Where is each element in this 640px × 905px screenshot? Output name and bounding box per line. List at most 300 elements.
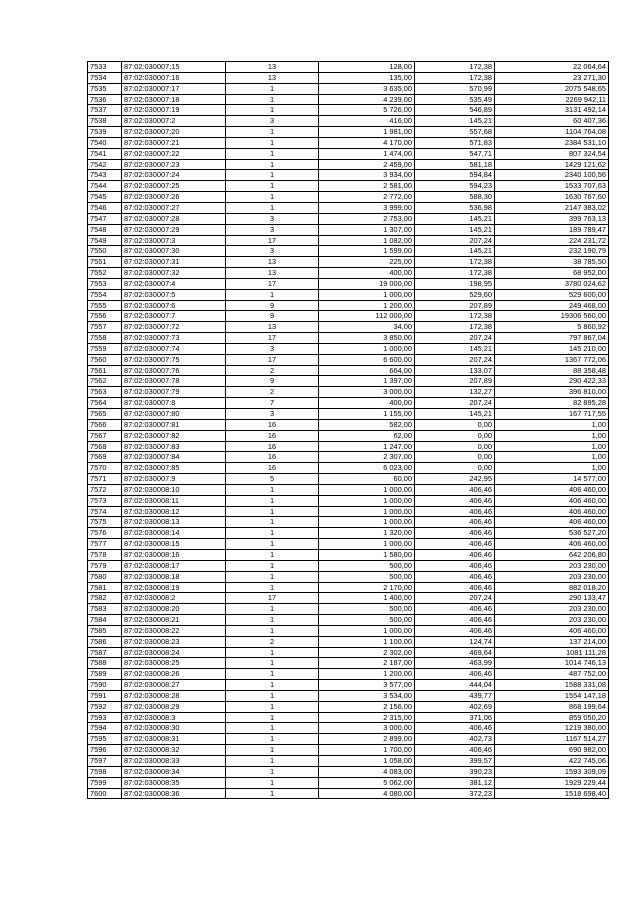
cadastral-value: 22 064,64 [495, 62, 609, 73]
cadastral-number: 87:02:030008:15 [122, 539, 226, 550]
cadastral-value: 189 789,47 [495, 224, 609, 235]
row-number: 7574 [88, 506, 122, 517]
table-row [88, 311, 609, 322]
cadastral-value: 68 952,00 [495, 268, 609, 279]
table-row [88, 376, 609, 387]
table-row [88, 116, 609, 127]
area-value: 1 000,00 [319, 495, 415, 506]
table-row [88, 777, 609, 788]
unit-rate-value: 371,06 [415, 712, 495, 723]
group-code: 1 [226, 528, 319, 539]
row-number: 7537 [88, 105, 122, 116]
row-number: 7560 [88, 354, 122, 365]
area-value: 500,00 [319, 571, 415, 582]
cadastral-value: 23 271,30 [495, 72, 609, 83]
row-number: 7569 [88, 452, 122, 463]
unit-rate-value: 0,00 [415, 441, 495, 452]
group-code: 17 [226, 278, 319, 289]
row-number: 7552 [88, 268, 122, 279]
unit-rate-value: 133,07 [415, 365, 495, 376]
table-row [88, 463, 609, 474]
group-code: 1 [226, 766, 319, 777]
table-row [88, 278, 609, 289]
cadastral-value: 1167 514,27 [495, 734, 609, 745]
table-row [88, 528, 609, 539]
row-number: 7535 [88, 83, 122, 94]
group-code: 16 [226, 441, 319, 452]
area-value: 1 155,00 [319, 409, 415, 420]
group-code: 1 [226, 777, 319, 788]
cadastral-number: 87:02:030007:18 [122, 94, 226, 105]
cadastral-value: 406 460,00 [495, 625, 609, 636]
cadastral-value: 1,00 [495, 441, 609, 452]
cadastral-number: 87:02:030008:13 [122, 517, 226, 528]
area-value: 2 772,00 [319, 192, 415, 203]
cadastral-value: 224 231,72 [495, 235, 609, 246]
area-value: 1 000,00 [319, 625, 415, 636]
cadastral-value: 406 460,00 [495, 495, 609, 506]
cadastral-number: 87:02:030007:72 [122, 322, 226, 333]
table-row [88, 333, 609, 344]
table-row [88, 723, 609, 734]
cadastral-value: 1,00 [495, 430, 609, 441]
unit-rate-value: 406,46 [415, 484, 495, 495]
row-number: 7584 [88, 615, 122, 626]
group-code: 1 [226, 137, 319, 148]
unit-rate-value: 207,89 [415, 376, 495, 387]
row-number: 7580 [88, 571, 122, 582]
cadastral-number: 87:02:030008:17 [122, 560, 226, 571]
unit-rate-value: 535,49 [415, 94, 495, 105]
cadastral-value: 1929 229,44 [495, 777, 609, 788]
group-code: 13 [226, 322, 319, 333]
unit-rate-value: 0,00 [415, 452, 495, 463]
table-row [88, 127, 609, 138]
unit-rate-value: 172,38 [415, 311, 495, 322]
row-number: 7545 [88, 192, 122, 203]
cadastral-number: 87:02:030008:12 [122, 506, 226, 517]
row-number: 7563 [88, 387, 122, 398]
area-value: 500,00 [319, 604, 415, 615]
table-row [88, 354, 609, 365]
group-code: 1 [226, 625, 319, 636]
cadastral-number: 87:02:030008:14 [122, 528, 226, 539]
area-value: 2 170,00 [319, 582, 415, 593]
row-number: 7579 [88, 560, 122, 571]
cadastral-number: 87:02:030007:81 [122, 419, 226, 430]
row-number: 7551 [88, 257, 122, 268]
table-row [88, 398, 609, 409]
row-number: 7599 [88, 777, 122, 788]
unit-rate-value: 145,21 [415, 224, 495, 235]
cadastral-number: 87:02:030007:17 [122, 83, 226, 94]
row-number: 7558 [88, 333, 122, 344]
row-number: 7555 [88, 300, 122, 311]
row-number: 7549 [88, 235, 122, 246]
area-value: 2 302,00 [319, 647, 415, 658]
cadastral-value: 1081 111,28 [495, 647, 609, 658]
cadastral-value: 882 018,20 [495, 582, 609, 593]
group-code: 1 [226, 539, 319, 550]
cadastral-number: 87:02:030007:7 [122, 311, 226, 322]
area-value: 4 239,00 [319, 94, 415, 105]
cadastral-number: 87:02:030007:76 [122, 365, 226, 376]
cadastral-number: 87:02:030008:2 [122, 593, 226, 604]
cadastral-value: 249 468,00 [495, 300, 609, 311]
group-code: 1 [226, 517, 319, 528]
cadastral-value: 422 745,06 [495, 756, 609, 767]
table-row [88, 246, 609, 257]
area-value: 664,00 [319, 365, 415, 376]
row-number: 7592 [88, 701, 122, 712]
cadastral-value: 1518 698,40 [495, 788, 609, 799]
cadastral-value: 396 810,00 [495, 387, 609, 398]
unit-rate-value: 439,77 [415, 690, 495, 701]
cadastral-number: 87:02:030007:29 [122, 224, 226, 235]
row-number: 7553 [88, 278, 122, 289]
cadastral-number: 87:02:030007:19 [122, 105, 226, 116]
cadastral-value: 2384 531,10 [495, 137, 609, 148]
group-code: 2 [226, 387, 319, 398]
cadastral-value: 1554 147,18 [495, 690, 609, 701]
group-code: 3 [226, 246, 319, 257]
unit-rate-value: 406,46 [415, 495, 495, 506]
row-number: 7598 [88, 766, 122, 777]
group-code: 1 [226, 647, 319, 658]
table-row [88, 72, 609, 83]
area-value: 4 083,00 [319, 766, 415, 777]
area-value: 1 000,00 [319, 289, 415, 300]
group-code: 16 [226, 430, 319, 441]
cadastral-value: 290 133,47 [495, 593, 609, 604]
table-row [88, 419, 609, 430]
cadastral-number: 87:02:030008:10 [122, 484, 226, 495]
group-code: 1 [226, 549, 319, 560]
cadastral-number: 87:02:030008:3 [122, 712, 226, 723]
group-code: 3 [226, 343, 319, 354]
group-code: 1 [226, 159, 319, 170]
table-row [88, 257, 609, 268]
table-row [88, 571, 609, 582]
cadastral-value: 797 867,04 [495, 333, 609, 344]
table-row [88, 669, 609, 680]
row-number: 7562 [88, 376, 122, 387]
unit-rate-value: 594,84 [415, 170, 495, 181]
row-number: 7547 [88, 213, 122, 224]
unit-rate-value: 406,46 [415, 723, 495, 734]
unit-rate-value: 172,38 [415, 72, 495, 83]
cadastral-number: 87:02:030008:20 [122, 604, 226, 615]
unit-rate-value: 124,74 [415, 636, 495, 647]
row-number: 7583 [88, 604, 122, 615]
cadastral-number: 87:02:030008:32 [122, 745, 226, 756]
table-row [88, 343, 609, 354]
cadastral-value: 1014 746,13 [495, 658, 609, 669]
unit-rate-value: 132,27 [415, 387, 495, 398]
area-value: 2 753,00 [319, 213, 415, 224]
cadastral-number: 87:02:030007:27 [122, 202, 226, 213]
unit-rate-value: 570,99 [415, 83, 495, 94]
row-number: 7544 [88, 181, 122, 192]
cadastral-number: 87:02:030007:74 [122, 343, 226, 354]
table-row [88, 680, 609, 691]
group-code: 1 [226, 712, 319, 723]
row-number: 7542 [88, 159, 122, 170]
cadastral-number: 87:02:030007:23 [122, 159, 226, 170]
cadastral-value: 232 190,79 [495, 246, 609, 257]
row-number: 7593 [88, 712, 122, 723]
table-row [88, 62, 609, 73]
cadastral-value: 1,00 [495, 463, 609, 474]
row-number: 7596 [88, 745, 122, 756]
cadastral-value: 203 230,00 [495, 615, 609, 626]
unit-rate-value: 198,95 [415, 278, 495, 289]
unit-rate-value: 242,95 [415, 474, 495, 485]
area-value: 3 635,00 [319, 83, 415, 94]
cadastral-number: 87:02:030008:16 [122, 549, 226, 560]
table-row [88, 582, 609, 593]
table-row [88, 181, 609, 192]
cadastral-value: 487 752,00 [495, 669, 609, 680]
cadastral-value: 529 600,00 [495, 289, 609, 300]
cadastral-value: 2269 942,11 [495, 94, 609, 105]
cadastral-number: 87:02:030007:30 [122, 246, 226, 257]
area-value: 62,00 [319, 430, 415, 441]
row-number: 7571 [88, 474, 122, 485]
table-row [88, 213, 609, 224]
area-value: 1 100,00 [319, 636, 415, 647]
cadastral-number: 87:02:030008:34 [122, 766, 226, 777]
area-value: 500,00 [319, 560, 415, 571]
area-value: 3 000,00 [319, 387, 415, 398]
cadastral-value: 1,00 [495, 419, 609, 430]
table-row [88, 105, 609, 116]
row-number: 7548 [88, 224, 122, 235]
cadastral-value: 807 324,54 [495, 148, 609, 159]
area-value: 2 899,00 [319, 734, 415, 745]
row-number: 7546 [88, 202, 122, 213]
unit-rate-value: 444,04 [415, 680, 495, 691]
row-number: 7561 [88, 365, 122, 376]
cadastral-value: 1219 380,00 [495, 723, 609, 734]
area-value: 1 058,00 [319, 756, 415, 767]
cadastral-value: 1367 772,06 [495, 354, 609, 365]
area-value: 3 000,00 [319, 723, 415, 734]
cadastral-value: 2147 383,02 [495, 202, 609, 213]
unit-rate-value: 145,21 [415, 343, 495, 354]
cadastral-number: 87:02:030007:28 [122, 213, 226, 224]
unit-rate-value: 406,46 [415, 625, 495, 636]
row-number: 7586 [88, 636, 122, 647]
table-row [88, 137, 609, 148]
table-row [88, 94, 609, 105]
area-value: 135,00 [319, 72, 415, 83]
area-value: 112 000,00 [319, 311, 415, 322]
row-number: 7566 [88, 419, 122, 430]
unit-rate-value: 145,21 [415, 246, 495, 257]
row-number: 7577 [88, 539, 122, 550]
unit-rate-value: 0,00 [415, 463, 495, 474]
area-value: 416,00 [319, 116, 415, 127]
row-number: 7600 [88, 788, 122, 799]
row-number: 7564 [88, 398, 122, 409]
unit-rate-value: 145,21 [415, 213, 495, 224]
cadastral-number: 87:02:030007:24 [122, 170, 226, 181]
group-code: 9 [226, 311, 319, 322]
group-code: 3 [226, 116, 319, 127]
row-number: 7594 [88, 723, 122, 734]
area-value: 1 307,00 [319, 224, 415, 235]
unit-rate-value: 172,38 [415, 257, 495, 268]
cadastral-number: 87:02:030008:24 [122, 647, 226, 658]
cadastral-number: 87:02:030007:32 [122, 268, 226, 279]
cadastral-number: 87:02:030007:31 [122, 257, 226, 268]
area-value: 400,00 [319, 268, 415, 279]
table-row [88, 430, 609, 441]
cadastral-number: 87:02:030007:83 [122, 441, 226, 452]
area-value: 3 934,00 [319, 170, 415, 181]
cadastral-value: 406 460,00 [495, 517, 609, 528]
area-value: 128,00 [319, 62, 415, 73]
row-number: 7582 [88, 593, 122, 604]
row-number: 7576 [88, 528, 122, 539]
cadastral-number: 87:02:030008:30 [122, 723, 226, 734]
table-row [88, 647, 609, 658]
group-code: 13 [226, 268, 319, 279]
area-value: 1 200,00 [319, 300, 415, 311]
row-number: 7540 [88, 137, 122, 148]
unit-rate-value: 172,38 [415, 322, 495, 333]
table-row [88, 159, 609, 170]
area-value: 1 082,00 [319, 235, 415, 246]
group-code: 1 [226, 571, 319, 582]
row-number: 7573 [88, 495, 122, 506]
table-row [88, 289, 609, 300]
table-row [88, 788, 609, 799]
row-number: 7567 [88, 430, 122, 441]
group-code: 17 [226, 235, 319, 246]
group-code: 3 [226, 409, 319, 420]
area-value: 3 850,00 [319, 333, 415, 344]
unit-rate-value: 0,00 [415, 419, 495, 430]
unit-rate-value: 536,98 [415, 202, 495, 213]
row-number: 7534 [88, 72, 122, 83]
area-value: 2 581,00 [319, 181, 415, 192]
cadastral-value: 14 577,00 [495, 474, 609, 485]
cadastral-value: 2075 548,65 [495, 83, 609, 94]
area-value: 1 397,00 [319, 376, 415, 387]
area-value: 5 726,00 [319, 105, 415, 116]
cadastral-number: 87:02:030007:80 [122, 409, 226, 420]
cadastral-value: 1429 121,62 [495, 159, 609, 170]
cadastral-value: 203 230,00 [495, 604, 609, 615]
table-row [88, 202, 609, 213]
area-value: 1 981,00 [319, 127, 415, 138]
cadastral-number: 87:02:030008:27 [122, 680, 226, 691]
group-code: 1 [226, 560, 319, 571]
cadastral-value: 203 230,00 [495, 560, 609, 571]
group-code: 16 [226, 463, 319, 474]
group-code: 1 [226, 181, 319, 192]
group-code: 1 [226, 723, 319, 734]
unit-rate-value: 406,46 [415, 571, 495, 582]
unit-rate-value: 406,46 [415, 560, 495, 571]
table-row [88, 734, 609, 745]
unit-rate-value: 372,23 [415, 788, 495, 799]
table-row [88, 148, 609, 159]
unit-rate-value: 529,60 [415, 289, 495, 300]
cadastral-number: 87:02:030007:5 [122, 289, 226, 300]
area-value: 1 599,00 [319, 246, 415, 257]
cadastral-value: 536 527,20 [495, 528, 609, 539]
cadastral-number: 87:02:030007:3 [122, 235, 226, 246]
group-code: 1 [226, 506, 319, 517]
unit-rate-value: 406,46 [415, 539, 495, 550]
cadastral-number: 87:02:030008:26 [122, 669, 226, 680]
area-value: 1 000,00 [319, 517, 415, 528]
cadastral-number: 87:02:030007:20 [122, 127, 226, 138]
unit-rate-value: 406,46 [415, 506, 495, 517]
group-code: 1 [226, 604, 319, 615]
group-code: 1 [226, 680, 319, 691]
group-code: 17 [226, 333, 319, 344]
group-code: 16 [226, 419, 319, 430]
row-number: 7557 [88, 322, 122, 333]
unit-rate-value: 145,21 [415, 409, 495, 420]
area-value: 1 000,00 [319, 484, 415, 495]
unit-rate-value: 406,46 [415, 745, 495, 756]
unit-rate-value: 207,24 [415, 398, 495, 409]
table-row [88, 365, 609, 376]
group-code: 1 [226, 788, 319, 799]
area-value: 4 170,00 [319, 137, 415, 148]
group-code: 1 [226, 289, 319, 300]
group-code: 2 [226, 365, 319, 376]
table-row [88, 712, 609, 723]
table-row [88, 452, 609, 463]
area-value: 1 247,00 [319, 441, 415, 452]
cadastral-number: 87:02:030008:28 [122, 690, 226, 701]
cadastral-number: 87:02:030007:82 [122, 430, 226, 441]
cadastral-number: 87:02:030008:29 [122, 701, 226, 712]
cadastral-number: 87:02:030008:11 [122, 495, 226, 506]
table-row [88, 766, 609, 777]
cadastral-number: 87:02:030007:84 [122, 452, 226, 463]
group-code: 1 [226, 127, 319, 138]
group-code: 9 [226, 376, 319, 387]
unit-rate-value: 571,83 [415, 137, 495, 148]
area-value: 2 156,00 [319, 701, 415, 712]
cadastral-value: 406 460,00 [495, 484, 609, 495]
area-value: 582,00 [319, 419, 415, 430]
table-row [88, 604, 609, 615]
group-code: 16 [226, 452, 319, 463]
row-number: 7556 [88, 311, 122, 322]
unit-rate-value: 402,73 [415, 734, 495, 745]
row-number: 7587 [88, 647, 122, 658]
table-row [88, 658, 609, 669]
cadastral-number: 87:02:030008:31 [122, 734, 226, 745]
group-code: 1 [226, 669, 319, 680]
group-code: 13 [226, 72, 319, 83]
cadastral-value: 1104 764,08 [495, 127, 609, 138]
group-code: 17 [226, 593, 319, 604]
table-row [88, 268, 609, 279]
table-row [88, 387, 609, 398]
cadastral-value: 3780 024,62 [495, 278, 609, 289]
cadastral-value: 145 210,00 [495, 343, 609, 354]
table-row [88, 192, 609, 203]
